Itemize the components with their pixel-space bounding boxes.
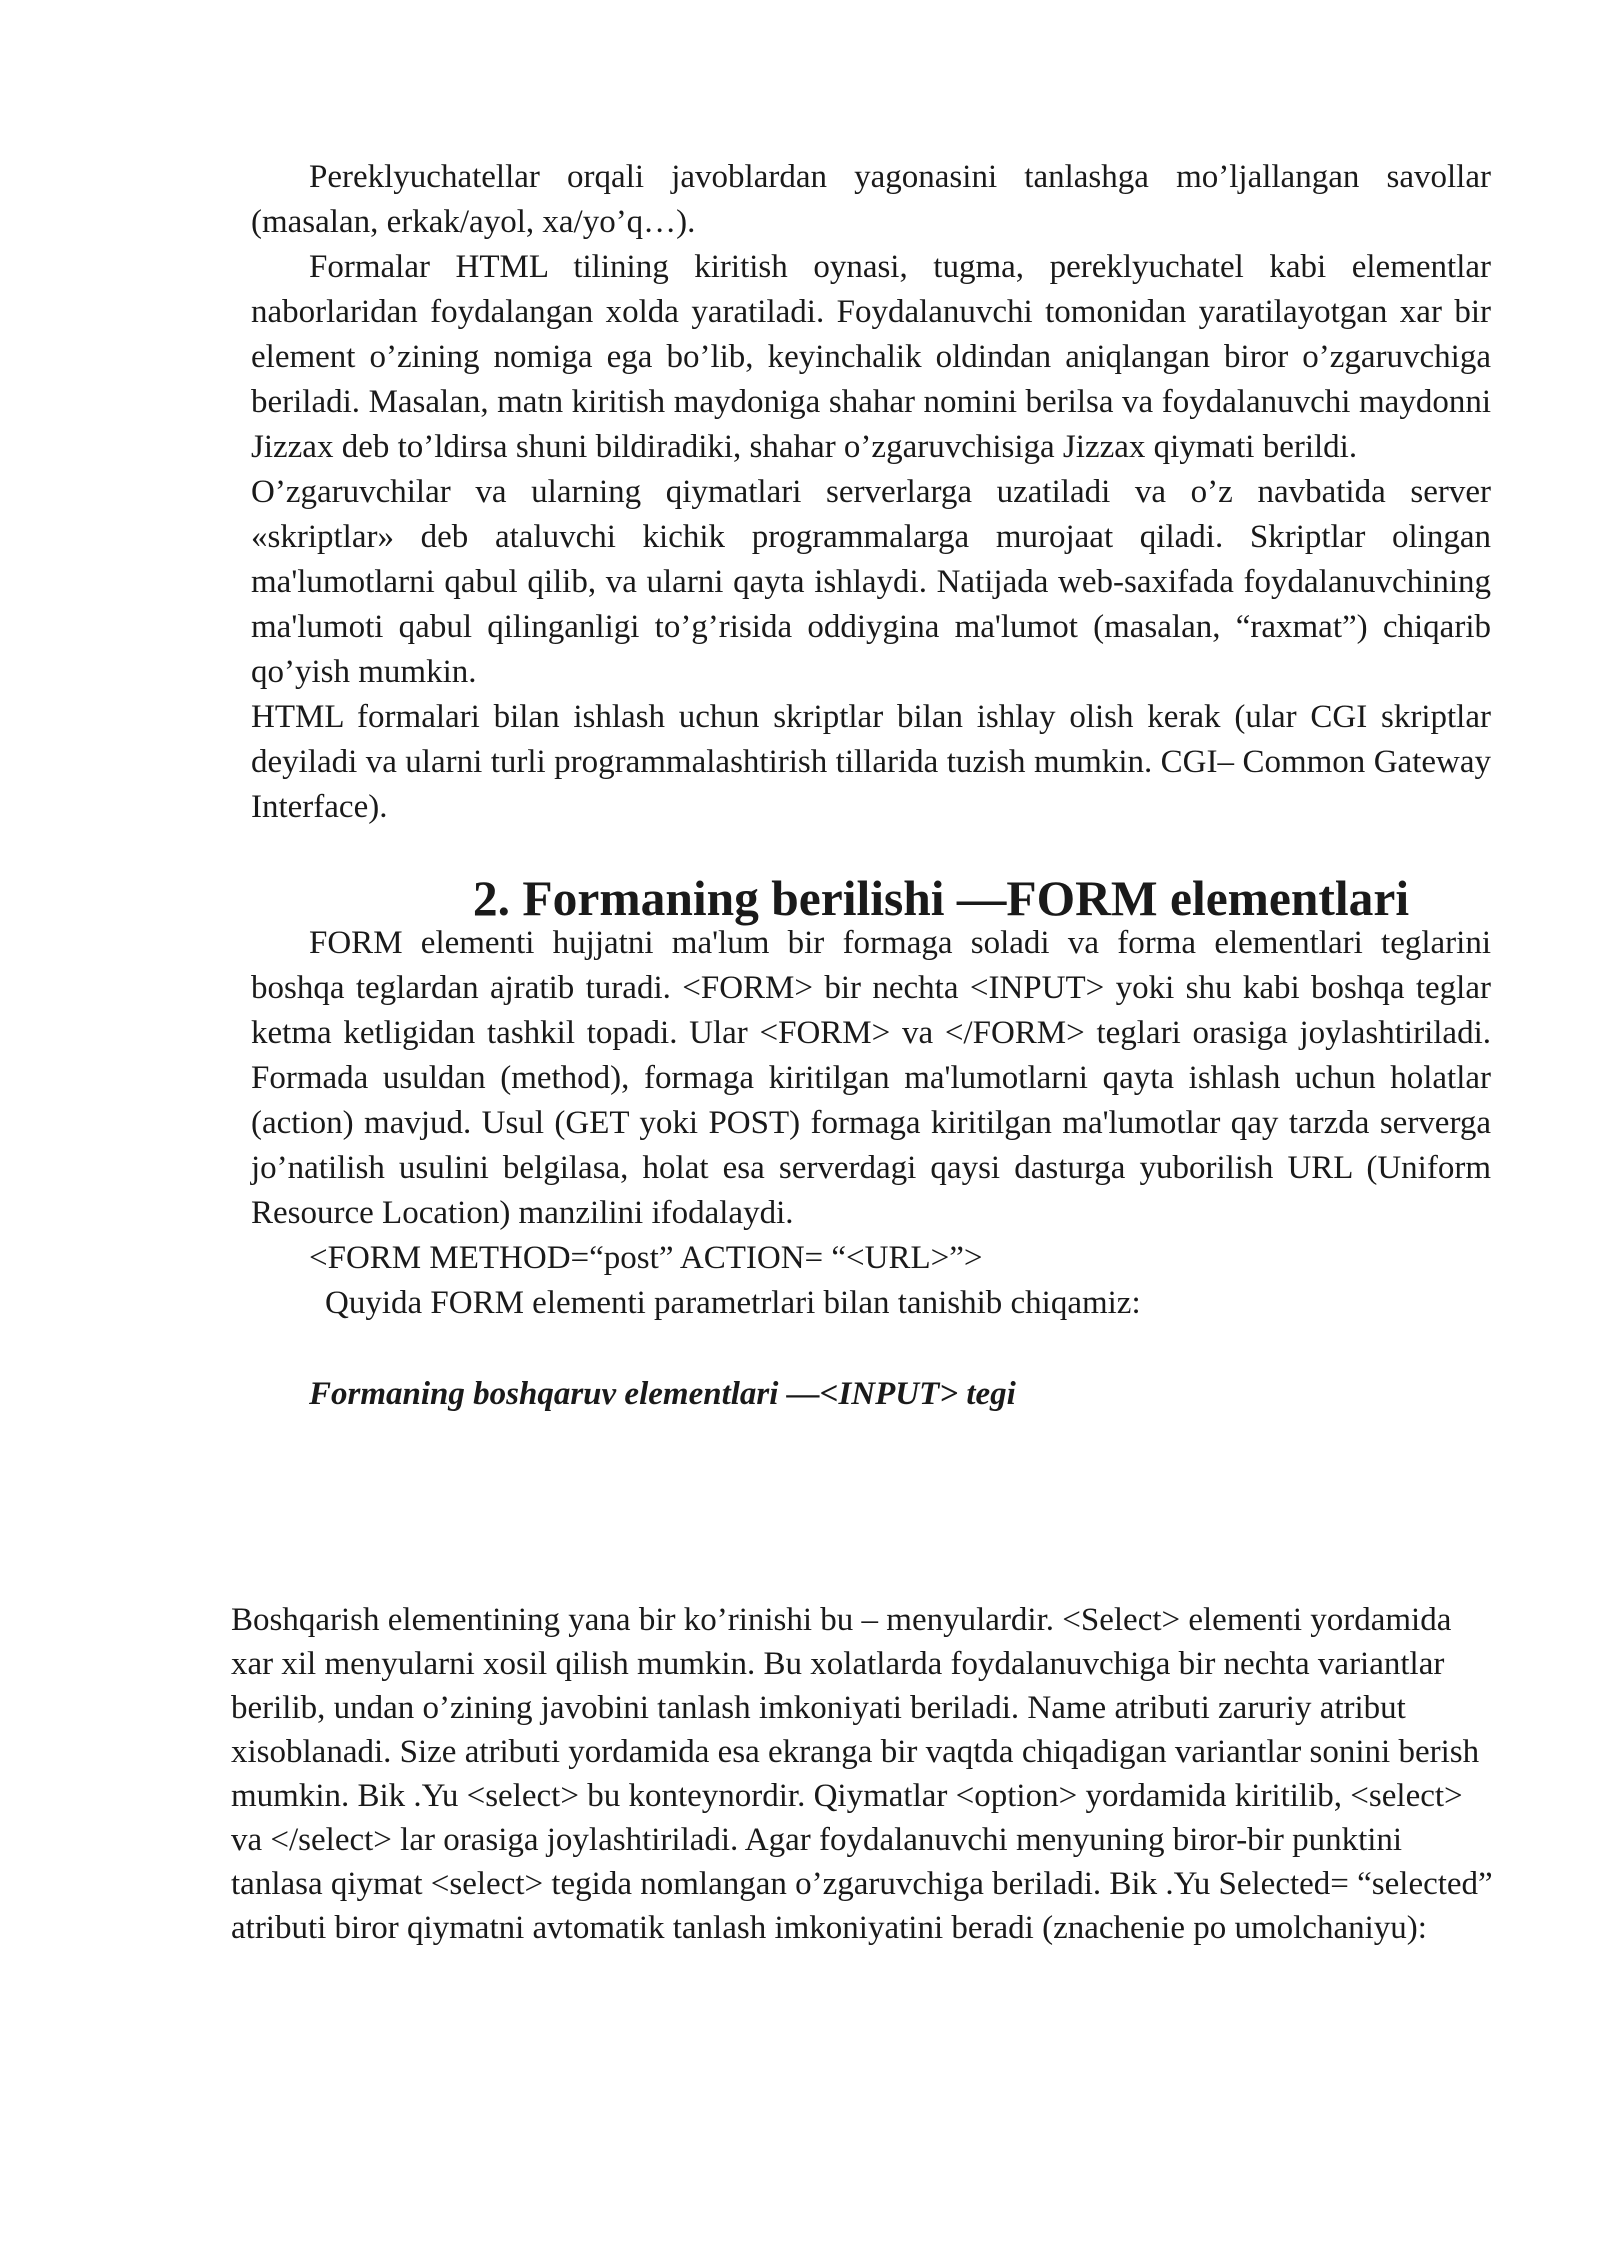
paragraph-form-element: FORM elementi hujjatni ma'lum bir formaga soladi va forma elementlari teglarini boshqa teglardan ajratib turadi. <FORM> bir nechta <INPUT> yoki shu kabi boshqa teglar ketma ketligidan tashkil topadi. Ular <FORM> va </FORM> teglari orasiga joylashtiriladi. Formada usuldan (method), formaga kiritilgan ma'lumotlarni qayta ishlash uchun holatlar (action) mavjud. Usul (GET yoki POST) formaga kiritilgan ma'lumotlar qay tarzda serverga jo’natilish usulini belgilasa, holat esa serverdagi qaysi dasturga yuborilish URL (Uniform Resource Location) manzilini ifodalaydi.	[251, 925, 1491, 1231]
section-heading-form: 2. Formaning berilishi —FORM elementlari	[472, 871, 1410, 926]
document-body-bottom	[231, 1598, 1495, 1950]
paragraph-form-params-intro: Quyida FORM elementi parametrlari bilan tanishib chiqamiz:	[325, 1285, 1141, 1321]
document-body-top	[251, 155, 1491, 1417]
paragraph-variables: O’zgaruvchilar va ularning qiymatlari serverlarga uzatiladi va o’z navbatida server «skriptlar» deb ataluvchi kichik programmalarga murojaat qiladi. Skriptlar olingan ma'lumotlarni qabul qilib, va ularni qayta ishlaydi. Natijada web-saxifada foydalanuvchining ma'lumoti qabul qilinganligi to’g’risida oddiygina ma'lumot (masalan, “raxmat”) chiqarib qo’yish mumkin.	[251, 474, 1491, 690]
paragraph-forms-intro: Formalar HTML tilining kiritish oynasi, tugma, pereklyuchatel kabi elementlar naborlaridan foydalangan xolda yaratiladi. Foydalanuvchi tomonidan yaratilayotgan xar bir element o’zining nomiga ega bo’lib, keyinchalik oldindan aniqlangan biror o’zgaruvchiga beriladi. Masalan, matn kiritish maydoniga shahar nomini berilsa va foydalanuvchi maydonni Jizzax deb to’ldirsa shuni bildiradiki, shahar o’zgaruvchisiga Jizzax qiymati berildi.	[251, 249, 1491, 465]
paragraph-select-menus: Boshqarish elementining yana bir ko’rinishi bu – menyulardir. <Select> elementi yordamida xar xil menyularni xosil qilish mumkin. Bu xolatlarda foydalanuvchiga bir nechta variantlar berilib, undan o’zining javobini tanlash imkoniyati beriladi. Name atributi zaruriy atribut xisoblanadi. Size atributi yordamida esa ekranga bir vaqtda chiqadigan variantlar sonini berish mumkin. Bik .Yu <select> bu konteynordir. Qiymatlar <option> yordamida kiritilib, <select> va </select> lar orasiga joylashtiriladi. Agar foydalanuvchi menyuning biror-bir punktini tanlasa qiymat <select> tegida nomlangan o’zgaruvchiga beriladi. Bik .Yu Selected= “selected” atributi biror qiymatni avtomatik tanlash imkoniyatini beradi (znachenie po umolchaniyu):	[231, 1602, 1493, 1946]
paragraph-switches: Pereklyuchatellar orqali javoblardan yagonasini tanlashga mo’ljallangan savollar (masalan, erkak/ayol, xa/yo’q…).	[251, 159, 1491, 240]
subheading-input-tag: Formaning boshqaruv elementlari —<INPUT> tegi	[309, 1376, 1016, 1412]
paragraph-cgi: HTML formalari bilan ishlash uchun skriptlar bilan ishlay olish kerak (ular CGI skriptlar deyiladi va ularni turli programmalashtirish tillarida tuzish mumkin. CGI– Common Gateway Interface).	[251, 699, 1491, 825]
code-form-tag: <FORM METHOD=“post” ACTION= “<URL>”>	[309, 1240, 983, 1276]
